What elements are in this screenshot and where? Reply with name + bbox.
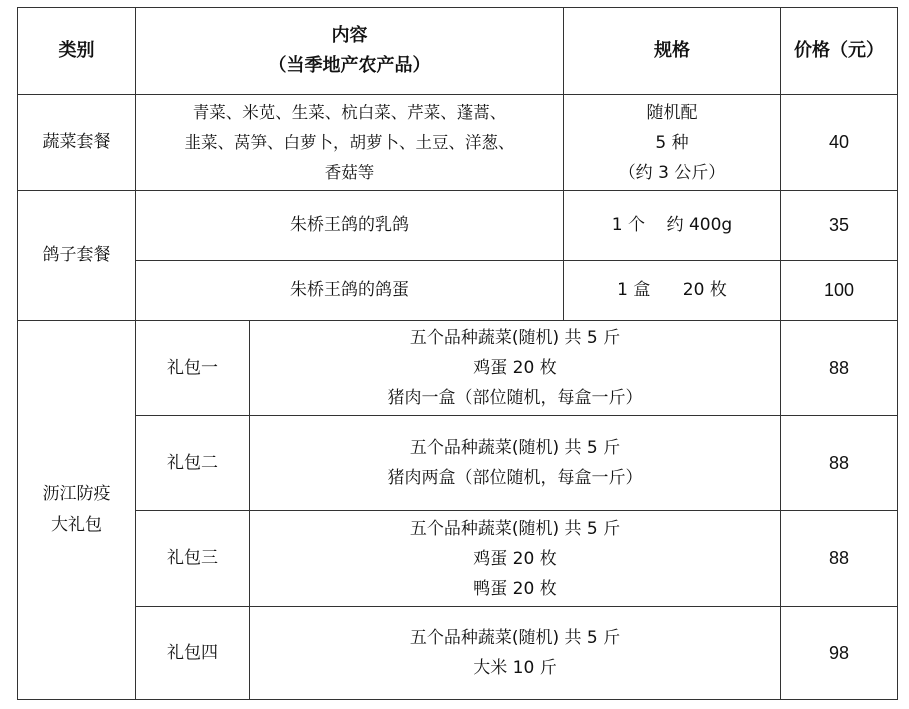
gift-pack-content-line: 五个品种蔬菜(随机) 共 5 斤: [409, 328, 621, 348]
gift-pack-price-value: 88: [828, 452, 850, 473]
gift-pack-content-line: 五个品种蔬菜(随机) 共 5 斤: [409, 628, 621, 648]
gift-pack-price: [781, 416, 897, 510]
gift-category-line: 沥江防疫: [42, 484, 111, 504]
gift-pack-content: [250, 511, 780, 606]
header-content-title: 内容: [331, 25, 368, 46]
header-content: [136, 8, 563, 94]
gift-category-line: 大礼包: [51, 515, 102, 535]
gift-pack-content-line: 大米 10 斤: [473, 658, 557, 678]
gift-pack-content: [250, 416, 780, 510]
veg-content-line: 青菜、米苋、生菜、杭白菜、芹菜、蓬蒿、: [192, 102, 507, 122]
veg-price-value: 40: [828, 132, 850, 152]
pigeon-category: [18, 191, 135, 320]
gift-category: [18, 321, 135, 699]
table-border-bottom: [17, 699, 898, 700]
gift-pack-name-label: 礼包一: [167, 357, 218, 378]
pigeon-item-price-value: 100: [823, 280, 855, 300]
pigeon-item-price-value: 35: [828, 215, 850, 235]
veg-spec: [564, 95, 780, 190]
pigeon-item-price: [781, 191, 897, 260]
pigeon-item-name: 朱桥王鸽的鸽蛋: [290, 280, 409, 300]
pigeon-item-spec-text: 1 盒 20 枚: [617, 280, 727, 300]
pigeon-category-label: 鸽子套餐: [42, 245, 111, 265]
gift-pack-price: [781, 607, 897, 699]
gift-pack-content-line: 鸡蛋 20 枚: [473, 358, 557, 378]
pigeon-item-spec: [564, 191, 780, 260]
gift-pack-name: [136, 511, 249, 606]
veg-content-line: 香菇等: [324, 162, 375, 182]
pigeon-item-spec: [564, 261, 780, 320]
gift-pack-content-line: 鸡蛋 20 枚: [473, 548, 557, 569]
header-price: [781, 8, 897, 94]
veg-spec-line: 5 种: [655, 132, 689, 153]
gift-pack-price: [781, 321, 897, 415]
gift-pack-content-line: 猪肉一盒（部位随机，每盒一斤）: [387, 388, 643, 408]
gift-pack-content-line: 五个品种蔬菜(随机) 共 5 斤: [409, 518, 621, 539]
veg-price: [781, 95, 897, 190]
pigeon-item-name: 朱桥王鸽的乳鸽: [290, 215, 409, 235]
header-category-label: 类别: [58, 40, 95, 61]
veg-category-label: 蔬菜套餐: [42, 132, 111, 152]
gift-pack-price-value: 98: [828, 642, 850, 663]
veg-spec-line: 随机配: [646, 102, 698, 123]
gift-pack-name-label: 礼包二: [167, 452, 218, 473]
pigeon-item-price: [781, 261, 897, 320]
gift-pack-price-value: 88: [828, 357, 850, 378]
veg-content-line: 韭菜、莴笋、白萝卜，胡萝卜、土豆、洋葱、: [184, 132, 515, 152]
table-border-right: [897, 7, 898, 699]
gift-pack-content-line: 鸭蛋 20 枚: [473, 578, 557, 599]
gift-pack-name-label: 礼包四: [167, 642, 218, 663]
gift-pack-name: [136, 607, 249, 699]
header-content-subtitle: （当季地产农产品）: [268, 55, 431, 76]
gift-pack-price: [781, 511, 897, 606]
veg-category: [18, 95, 135, 190]
gift-pack-content: [250, 607, 780, 699]
pigeon-item-content: [136, 261, 563, 320]
gift-pack-content-line: 五个品种蔬菜(随机) 共 5 斤: [409, 438, 621, 458]
header-category: [18, 8, 135, 94]
veg-spec-line: （约 3 公斤）: [618, 162, 726, 183]
pigeon-item-content: [136, 191, 563, 260]
gift-pack-name-label: 礼包三: [167, 548, 218, 568]
gift-pack-name: [136, 321, 249, 415]
header-spec: [564, 8, 780, 94]
gift-pack-name: [136, 416, 249, 510]
veg-content: [136, 95, 563, 190]
gift-pack-price-value: 88: [828, 548, 850, 568]
gift-pack-content-line: 猪肉两盒（部位随机，每盒一斤）: [387, 468, 643, 488]
header-price-label: 价格（元）: [794, 40, 884, 61]
gift-pack-content: [250, 321, 780, 415]
pigeon-item-spec-text: 1 个 约 400g: [611, 215, 733, 235]
header-spec-label: 规格: [654, 40, 690, 61]
